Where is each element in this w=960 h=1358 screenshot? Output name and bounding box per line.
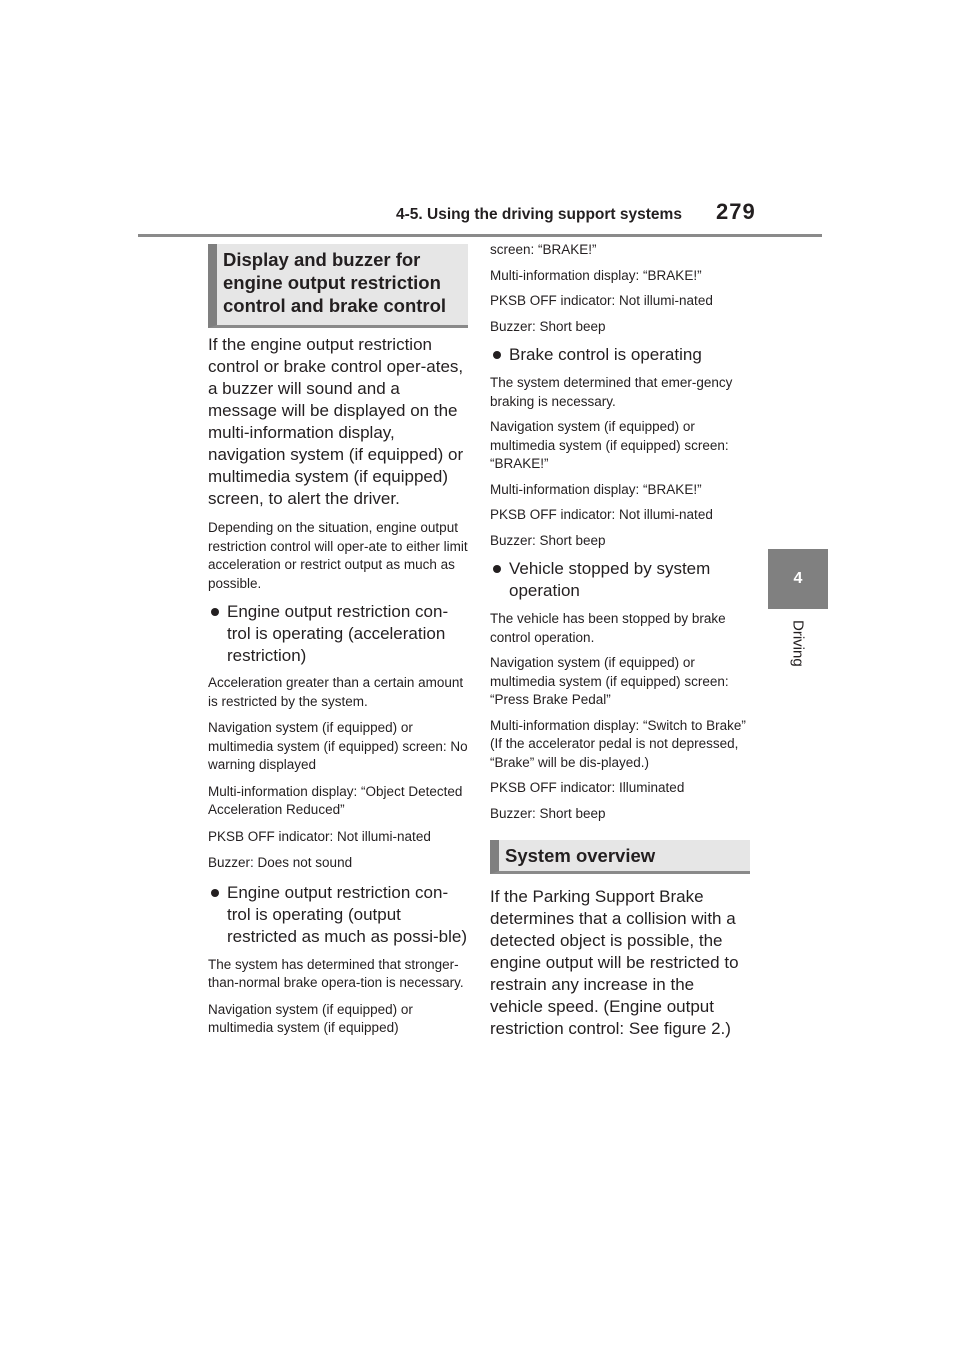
- intro-note: Depending on the situation, engine output restriction control will oper-ate to either limit acceleration or restrict output as much as possible.: [208, 520, 468, 591]
- bullet-detail: Navigation system (if equipped) or multimedia system (if equipped) screen: “BRAKE!”: [490, 419, 729, 471]
- bullet-detail: Buzzer: Does not sound: [208, 855, 353, 870]
- bullet-dot-icon: [493, 351, 501, 359]
- bullet-detail: PKSB OFF indicator: Not illumi-nated: [490, 507, 713, 522]
- header-divider: [138, 234, 822, 237]
- bullet-detail: The system determined that emer-gency braking is necessary.: [490, 375, 733, 409]
- bullet-heading: [208, 601, 468, 667]
- bullet-dot-icon: [211, 889, 219, 897]
- bullet-detail: Multi-information display: “Switch to Brake” (If the accelerator pedal is not depressed, “Brake” will be dis-played.): [490, 717, 746, 770]
- bullet-detail: Buzzer: Short beep: [490, 532, 606, 548]
- bullet-detail: Buzzer: Short beep: [490, 805, 606, 821]
- bullet-detail: Navigation system (if equipped) or multimedia system (if equipped) screen: “Press Brake Pedal”: [490, 655, 729, 707]
- chapter-tab[interactable]: [768, 549, 828, 609]
- chapter-label: Driving: [789, 620, 807, 667]
- bullet-detail: Acceleration greater than a certain amount is restricted by the system.: [208, 675, 464, 709]
- section-heading-text: System overview: [505, 845, 656, 866]
- continued-detail: screen: “BRAKE!”: [490, 242, 597, 257]
- bullet-detail: Multi-information display: “Object Detected Acceleration Reduced”: [208, 783, 463, 817]
- bullet-detail: The vehicle has been stopped by brake control operation.: [490, 611, 726, 645]
- section-title: 4-5. Using the driving support systems: [396, 206, 682, 223]
- bullet-detail: PKSB OFF indicator: Illuminated: [490, 780, 685, 795]
- bullet-dot-icon: [493, 565, 501, 573]
- section-heading-display-buzzer: [208, 244, 468, 328]
- chapter-number: 4: [793, 570, 803, 587]
- bullet-heading-text: Engine output restriction con-trol is operating (output restricted as much as possi-ble): [227, 882, 467, 946]
- section-heading-system-overview: [490, 840, 750, 874]
- continued-detail: Multi-information display: “BRAKE!”: [490, 267, 702, 283]
- bullet-detail: Navigation system (if equipped) or multimedia system (if equipped): [208, 1001, 413, 1035]
- left-column: [208, 244, 468, 1038]
- page-number: 279: [716, 199, 756, 224]
- bullet-heading-text: Vehicle stopped by system operation: [509, 559, 711, 600]
- bullet-detail: The system has determined that stronger-than-normal brake opera-tion is necessary.: [208, 956, 464, 990]
- bullet-dot-icon: [211, 608, 219, 616]
- bullet-detail: Navigation system (if equipped) or multimedia system (if equipped) screen: No warning displayed: [208, 720, 468, 772]
- bullet-heading: [490, 558, 750, 602]
- intro-paragraph: If the engine output restriction control or brake control oper-ates, a buzzer will sound and a message will be displayed on the multi-information display, navigation system (if equipped) or multimedia system (if equipped) screen, to alert the driver.: [208, 335, 464, 508]
- section-heading-text: Display and buzzer for engine output restriction control and brake control: [223, 249, 447, 316]
- bullet-detail: PKSB OFF indicator: Not illumi-nated: [208, 828, 431, 844]
- right-column: [490, 244, 750, 1040]
- bullet-heading: [208, 882, 468, 948]
- bullet-heading-text: Engine output restriction con-trol is operating (acceleration restriction): [227, 602, 449, 665]
- continued-detail: Buzzer: Short beep: [490, 318, 606, 334]
- bullet-heading: [490, 344, 750, 366]
- bullet-heading-text: Brake control is operating: [509, 345, 702, 364]
- overview-paragraph: If the Parking Support Brake determines that a collision with a detected object is possible, the engine output will be restricted to restrain any increase in the vehicle speed. (Engine output restriction control: See figure 2.): [490, 887, 739, 1038]
- bullet-detail: Multi-information display: “BRAKE!”: [490, 481, 702, 497]
- continued-detail: PKSB OFF indicator: Not illumi-nated: [490, 293, 713, 308]
